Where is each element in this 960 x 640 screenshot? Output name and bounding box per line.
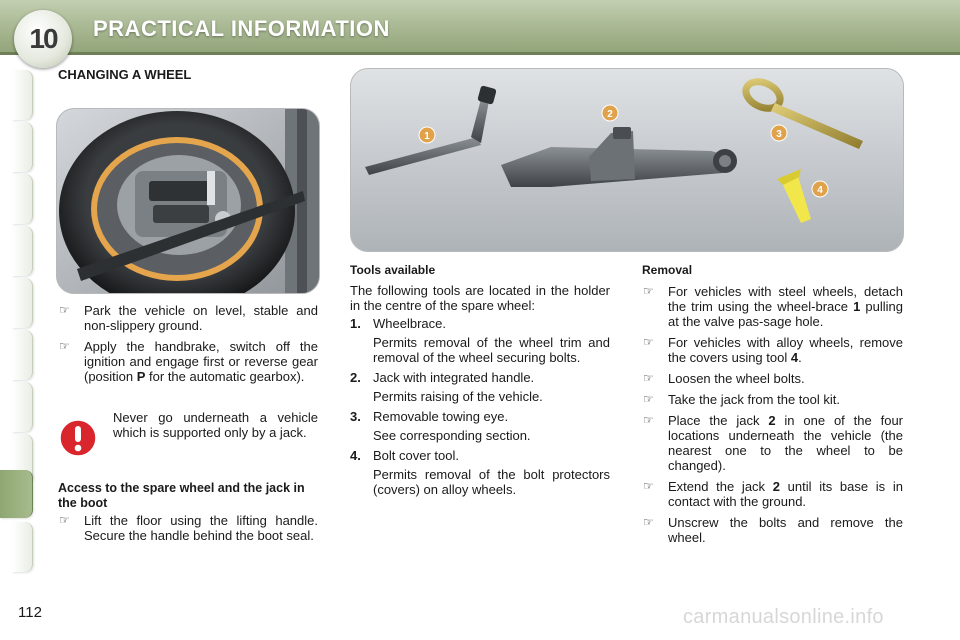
- pointing-hand-icon: ☞: [59, 303, 70, 317]
- tool-description: Permits raising of the vehicle.: [373, 389, 543, 404]
- tool-description: See corresponding section.: [373, 428, 531, 443]
- warning-text: Never go underneath a vehicle which is supported only by a jack.: [113, 410, 318, 440]
- pointing-hand-icon: ☞: [59, 513, 70, 527]
- bullet-item: ☞ Place the jack 2 in one of the four locations underneath the vehicle (the nearest one to the wheel to be changed).: [643, 413, 903, 473]
- svg-text:2: 2: [607, 109, 613, 120]
- access-title: Access to the spare wheel and the jack in the boot: [58, 481, 305, 510]
- page-number: 112: [18, 604, 42, 621]
- bullet-item: ☞ Extend the jack 2 until its base is in contact with the ground.: [643, 479, 903, 509]
- safety-bullets: [58, 303, 318, 390]
- tool-item: 4. Bolt cover tool.: [350, 448, 459, 463]
- pointing-hand-icon: ☞: [643, 479, 654, 493]
- bullet-item: ☞ Unscrew the bolts and remove the wheel.: [643, 515, 903, 545]
- chapter-tab[interactable]: [12, 226, 33, 276]
- tool-item: 2. Jack with integrated handle.: [350, 370, 535, 385]
- bullet-item: ☞ Take the jack from the tool kit.: [643, 392, 840, 407]
- pointing-hand-icon: ☞: [643, 371, 654, 385]
- header-underline: [0, 52, 960, 55]
- tool-label-4: [811, 180, 829, 198]
- watermark: carmanualsonline.info: [683, 606, 884, 628]
- removal-steps: [642, 284, 903, 551]
- spare-wheel-photo: [56, 108, 320, 294]
- chapter-tab[interactable]: [12, 122, 33, 172]
- bullet-item: ☞ Lift the floor using the lifting handle. Secure the handle behind the boot seal.: [59, 513, 318, 543]
- chapter-tab[interactable]: [12, 330, 33, 380]
- tool-description: Permits removal of the wheel trim and removal of the wheel securing bolts.: [373, 335, 610, 365]
- pointing-hand-icon: ☞: [643, 413, 654, 427]
- bullet-item: ☞ For vehicles with alloy wheels, remove the covers using tool 4.: [643, 335, 903, 365]
- tool-label-1: [418, 126, 436, 144]
- tool-item: 1. Wheelbrace.: [350, 316, 446, 331]
- tool-label-3: [770, 124, 788, 142]
- access-bullets: [58, 513, 318, 549]
- tools-list: [350, 283, 610, 502]
- svg-text:4: 4: [817, 185, 823, 196]
- svg-text:1: 1: [424, 131, 430, 142]
- pointing-hand-icon: ☞: [643, 284, 654, 298]
- warning-icon: [58, 418, 98, 458]
- bullet-item: ☞ For vehicles with steel wheels, detach the trim using the wheel-brace 1 pulling at the valve pas-sage hole.: [643, 284, 903, 329]
- chapter-tab[interactable]: [12, 522, 33, 572]
- chapter-tab[interactable]: [12, 278, 33, 328]
- pointing-hand-icon: ☞: [643, 392, 654, 406]
- tools-title: Tools available: [350, 263, 436, 277]
- chapter-tab[interactable]: [12, 70, 33, 120]
- pointing-hand-icon: ☞: [59, 339, 70, 353]
- chapter-tab[interactable]: [12, 382, 33, 432]
- bullet-item: ☞ Park the vehicle on level, stable and non-slippery ground.: [59, 303, 318, 333]
- chapter-tabs: [0, 70, 34, 590]
- svg-text:3: 3: [776, 129, 782, 140]
- tool-item: 3. Removable towing eye.: [350, 409, 509, 424]
- tools-intro: The following tools are located in the holder in the centre of the spare wheel:: [350, 283, 610, 313]
- tool-description: Permits removal of the bolt protectors (covers) on alloy wheels.: [373, 467, 610, 497]
- removal-title: Removal: [642, 263, 693, 277]
- section-title: CHANGING A WHEEL: [58, 67, 192, 82]
- chapter-number-badge: 10: [14, 10, 72, 68]
- bullet-item: ☞ Apply the handbrake, switch off the ignition and engage first or reverse gear (position P for the automatic gearbox).: [59, 339, 318, 384]
- bullet-item: ☞ Loosen the wheel bolts.: [643, 371, 805, 386]
- chapter-tab-active[interactable]: [0, 470, 33, 518]
- pointing-hand-icon: ☞: [643, 335, 654, 349]
- pointing-hand-icon: ☞: [643, 515, 654, 529]
- tool-label-2: [601, 104, 619, 122]
- tools-photo: [350, 68, 904, 252]
- page-title: PRACTICAL INFORMATION: [93, 16, 390, 41]
- chapter-tab[interactable]: [12, 174, 33, 224]
